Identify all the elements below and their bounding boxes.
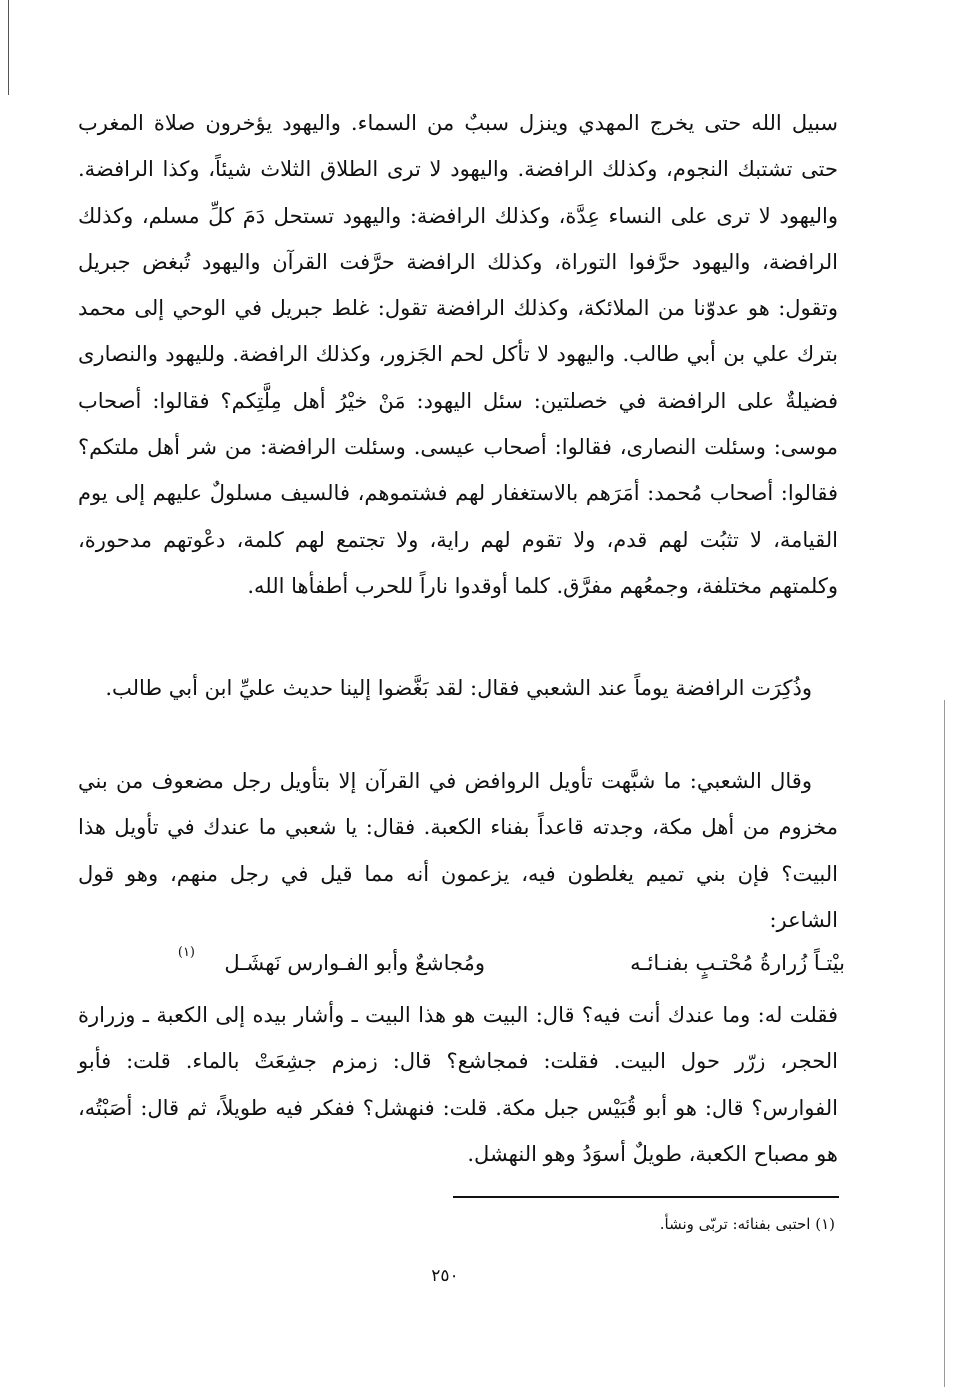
paragraph-2: وذُكِرَت الرافضة يوماً عند الشعبي فقال: لقد بَغَّضوا إلينا حديث عليِّ ابن أبي طالب. [105,676,812,700]
scan-edge-right [944,700,945,1387]
scan-edge-left [8,0,9,95]
footnote-separator [453,1196,839,1198]
footnote-reference: (١) [177,945,195,960]
paragraph-1: سبيل الله حتى يخرج المهدي وينزل سببٌ من السماء. واليهود يؤخرون صلاة المغرب حتى تشتبك النجوم، وكذلك الرافضة. واليهود لا ترى الطلاق الثلاث شيئاً، وكذا الرافضة. واليهود لا ترى على النساء عِدَّة، وكذلك الرافضة: واليهود تستحل دَمَ كلِّ مسلم، وكذلك الرافضة، واليهود حرَّفوا التوراة، وكذلك الرافضة حرَّفت القرآن واليهود تُبغض جبريل وتقول: هو عدوّنا من الملائكة، وكذلك الرافضة تقول: غلط جبريل في الوحي إلى محمد بترك علي بن أبي طالب. واليهود لا تأكل لحم الجَزور، وكذلك الرافضة. ولليهود والنصارى فضيلةٌ على الرافضة في خصلتين: سئل اليهود: مَنْ خيْرُ أهل مِلَّتِكم؟ فقالوا: أصحاب موسى: وسئلت النصارى، فقالوا: أصحاب عيسى. وسئلت الرافضة: من شر أهل ملتكم؟ فقالوا: أصحاب مُحمد: أمَرَهم بالاستغفار لهم فشتموهم، فالسيف مسلولٌ عليهم إلى يوم القيامة، لا تثبُت لهم قدم، ولا تقوم لهم راية، ولا تجتمع لهم كلمة، دعْوتهم مدحورة، وكلمتهم مختلفة، وجمعُهم مفرَّق. كلما أوقدوا ناراً للحرب أطفأها الله. [78,111,838,598]
poetry-verse [100,940,845,986]
paragraph-4: فقلت له: وما عندك أنت فيه؟ قال: البيت هو هذا البيت ـ وأشار بيده إلى الكعبة ـ وزرارة الحجر، زرّر حول البيت. فقلت: فمجاشع؟ قال: زمزم جشِعَتْ بالماء. قلت: فأبو الفوارس؟ قال: هو أبو قُبَيْس جبل مكة. قلت: فنهشل؟ ففكر فيه طويلاً، ثم قال: أصَبْتُه، هو مصباح الكعبة، طويلٌ أسوَدُ وهو النهشل. [78,1003,838,1166]
verse-hemistich-second: ومُجاشعٌ وأبو الفـوارس نَهشَـل [224,951,485,975]
paragraph-3: وقال الشعبي: ما شبَّهت تأويل الروافض في القرآن إلا بتأويل رجل مضعوف من بني مخزوم من أهل مكة، وجدته قاعداً بفناء الكعبة. فقال: يا شعبي ما عندك في تأويل هذا البيت؟ فإن بني تميم يغلطون فيه، يزعمون أنه مما قيل في رجل منهم، وهو قول الشاعر: [78,769,838,932]
footnote: (١) احتبى بفنائه: تربّى ونشأ. [659,1215,835,1233]
page-number: ٢٥٠ [431,1266,459,1286]
verse-hemistich-first: بيْتـاً زُرارةُ مُحْتـبٍ بفنـائـه [630,951,845,975]
